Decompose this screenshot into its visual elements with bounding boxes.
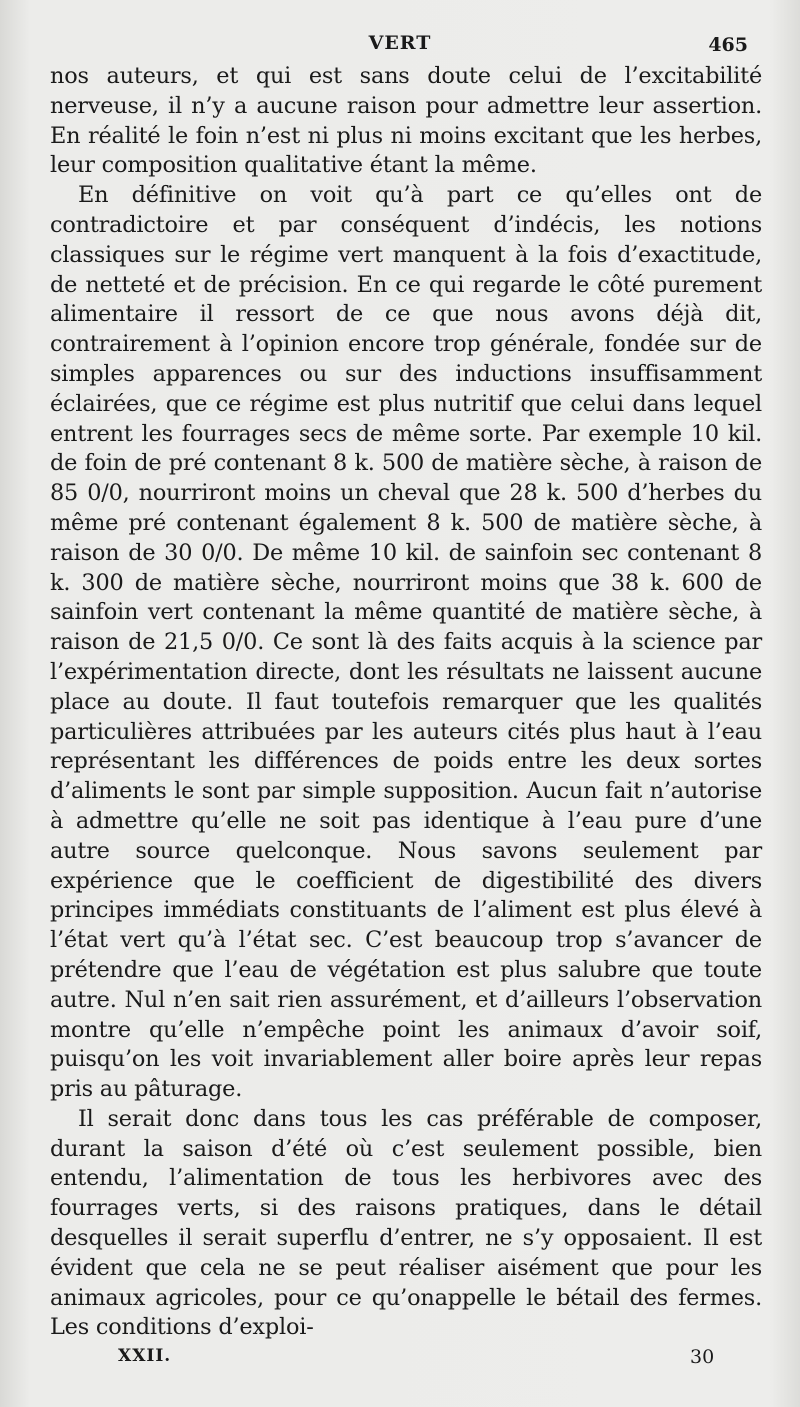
- body-text: [50, 62, 762, 1343]
- paragraph-en-definitive: En définitive on voit qu’à part ce qu’elles ont de contradictoire et par conséquent d’indécis, les notions classiques sur le régime vert manquent à la fois d’exactitude, de netteté et de précision. En ce qui regarde le côté purement alimentaire il ressort de ce que nous avons déjà dit, contrairement à l’opinion encore trop générale, fondée sur de simples apparences ou sur des inductions insuffisamment éclairées, que ce régime est plus nutritif que celui dans lequel entrent les fourrages secs de même sorte. Par exemple 10 kil. de foin de pré contenant 8 k. 500 de matière sèche, à raison de 85 0/0, nourriront moins un cheval que 28 k. 500 d’herbes du même pré contenant également 8 k. 500 de matière sèche, à raison de 30 0/0. De même 10 kil. de sainfoin sec contenant 8 k. 300 de matière sèche, nourriront moins que 38 k. 600 de sainfoin vert contenant la même quantité de matière sèche, à raison de 21,5 0/0. Ce sont là des faits acquis à la science par l’expérimentation directe, dont les résultats ne laissent aucune place au doute. Il faut toutefois remarquer que les qualités particulières attribuées par les auteurs cités plus haut à l’eau représentant les différences de poids entre les deux sortes d’aliments le sont par simple supposition. Aucun fait n’autorise à admettre qu’elle ne soit pas identique à l’eau pure d’une autre source quelconque. Nous savons seulement par expérience que le coefficient de digestibilité des divers principes immédiats constituants de l’aliment est plus élevé à l’état vert qu’à l’état sec. C’est beaucoup trop s’avancer de prétendre que l’eau de végétation est plus salubre que toute autre. Nul n’en sait rien assurément, et d’ailleurs l’observation montre qu’elle n’empêche point les animaux d’avoir soif, puisqu’on les voit invariablement aller boire après leur repas pris au pâturage.: [50, 182, 762, 1103]
- signature-mark: XXII.: [118, 1346, 172, 1366]
- paragraph-continuation: nos auteurs, et qui est sans doute celui de l’excitabilité nerveuse, il n’y a aucune raison pour admettre leur assertion. En réalité le foin n’est ni plus ni moins excitant que les herbes, leur composition qualitative étant la même.: [50, 63, 762, 179]
- page-header: [0, 32, 800, 62]
- sheet-number: 30: [690, 1346, 715, 1368]
- paragraph-il-serait-donc: Il serait donc dans tous les cas préférable de composer, durant la saison d’été où c’est seulement possible, bien entendu, l’alimentation de tous les herbivores avec des fourrages verts, si des raisons pratiques, dans le détail desquelles il serait superflu d’entrer, ne s’y opposaient. Il est évident que cela ne se peut réaliser aisément que pour les animaux agricoles, pour ce qu’onappelle le bétail des fermes. Les conditions d’exploi-: [50, 1105, 762, 1341]
- page-footer: [0, 1346, 800, 1376]
- running-head: VERT: [368, 32, 432, 54]
- page-number: 465: [708, 34, 748, 56]
